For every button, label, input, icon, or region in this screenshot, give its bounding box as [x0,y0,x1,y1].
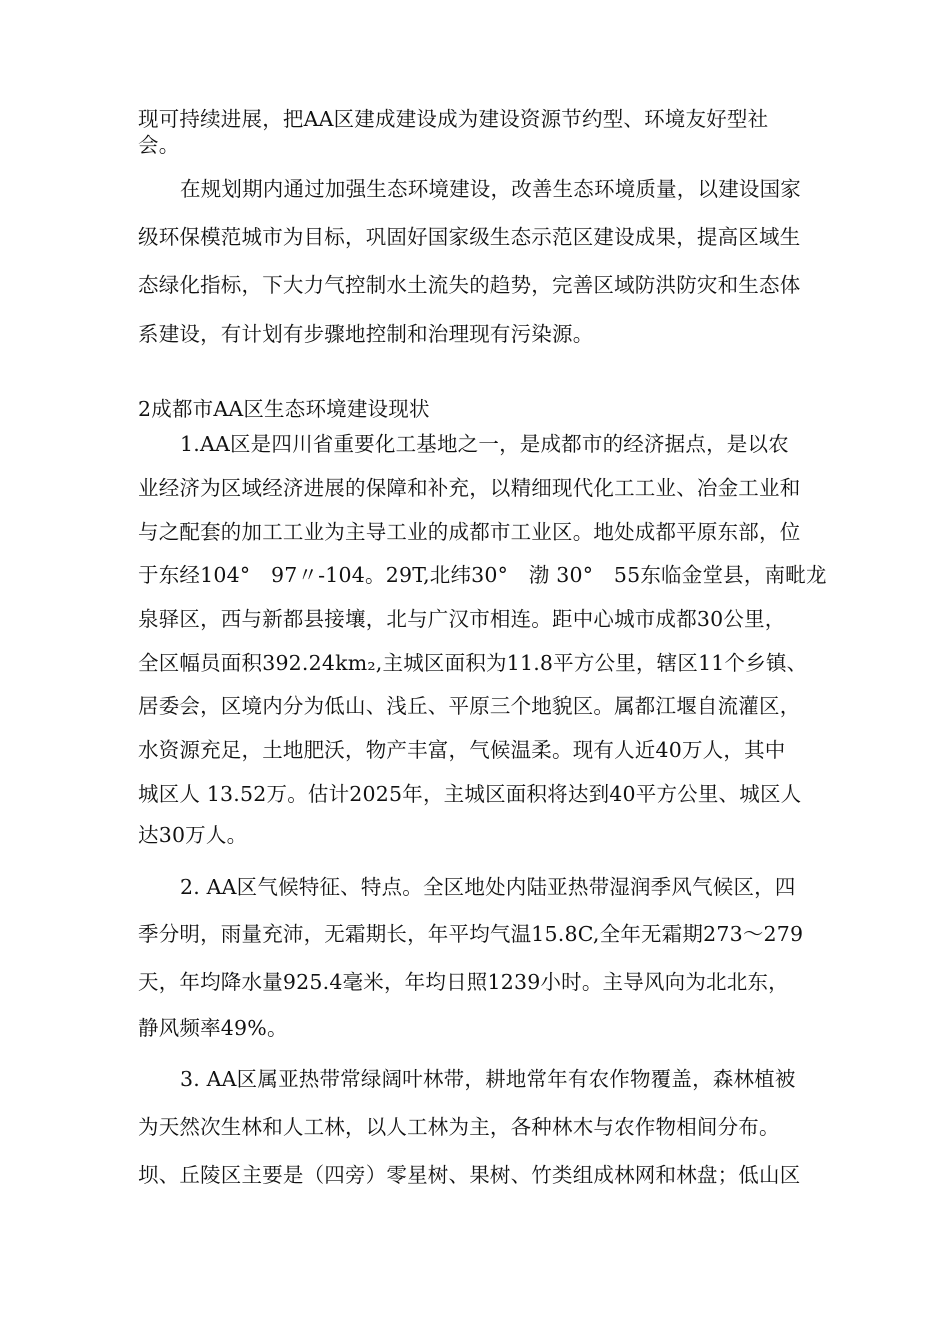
section-heading: 2成都市AA区生态环境建设现状 [138,397,430,421]
text-line: 在规划期内通过加强生态环境建设，改善生态环境质量，以建设国家 [180,177,801,201]
text-line: 城区人 13.52万。估计2025年，主城区面积将达到40平方公里、城区人 [138,782,802,806]
text-line: 静风频率49%。 [138,1016,288,1040]
text-line: 水资源充足，土地肥沃，物产丰富，气候温柔。现有人近40万人，其中 [138,738,786,762]
text-line: 态绿化指标，下大力气控制水土流失的趋势，完善区域防洪防灾和生态体 [138,273,801,297]
text-line: 达30万人。 [138,823,248,847]
text-line: 会。 [138,133,180,157]
text-line: 居委会，区境内分为低山、浅丘、平原三个地貌区。属都江堰自流灌区， [138,694,801,718]
text-line: 现可持续进展，把AA区建成建设成为建设资源节约型、环境友好型社 [138,107,769,131]
text-line: 泉驿区，西与新都县接壤，北与广汉市相连。距中心城市成都30公里， [138,607,786,631]
text-line: 为天然次生林和人工林，以人工林为主，各种林木与农作物相间分布。 [138,1115,780,1139]
text-line: 业经济为区域经济进展的保障和补充，以精细现代化工工业、冶金工业和 [138,476,801,500]
text-line: 2. AA区气候特征、特点。全区地处内陆亚热带湿润季风气候区，四 [180,875,796,899]
text-line: 系建设，有计划有步骤地控制和治理现有污染源。 [138,322,594,346]
text-line: 1.AA区是四川省重要化工基地之一，是成都市的经济据点，是以农 [180,432,789,456]
text-line: 天，年均降水量925.4毫米，年均日照1239小时。主导风向为北北东， [138,970,789,994]
text-line: 级环保模范城市为目标，巩固好国家级生态示范区建设成果，提高区域生 [138,225,801,249]
text-line: 于东经104° 97〃-104。29T,北纬30° 渤 30° 55东临金堂县，南毗龙 [138,563,827,587]
text-line: 3. AA区属亚热带常绿阔叶林带，耕地常年有农作物覆盖，森林植被 [180,1067,796,1091]
text-line: 季分明，雨量充沛，无霜期长，年平均气温15.8C,全年无霜期273〜279 [138,922,804,946]
text-line: 坝、丘陵区主要是（四旁）零星树、果树、竹类组成林网和林盘；低山区 [138,1163,801,1187]
text-line: 全区幅员面积392.24km₂,主城区面积为11.8平方公里，辖区11个乡镇、 [138,651,808,675]
text-line: 与之配套的加工工业为主导工业的成都市工业区。地处成都平原东部，位 [138,520,801,544]
